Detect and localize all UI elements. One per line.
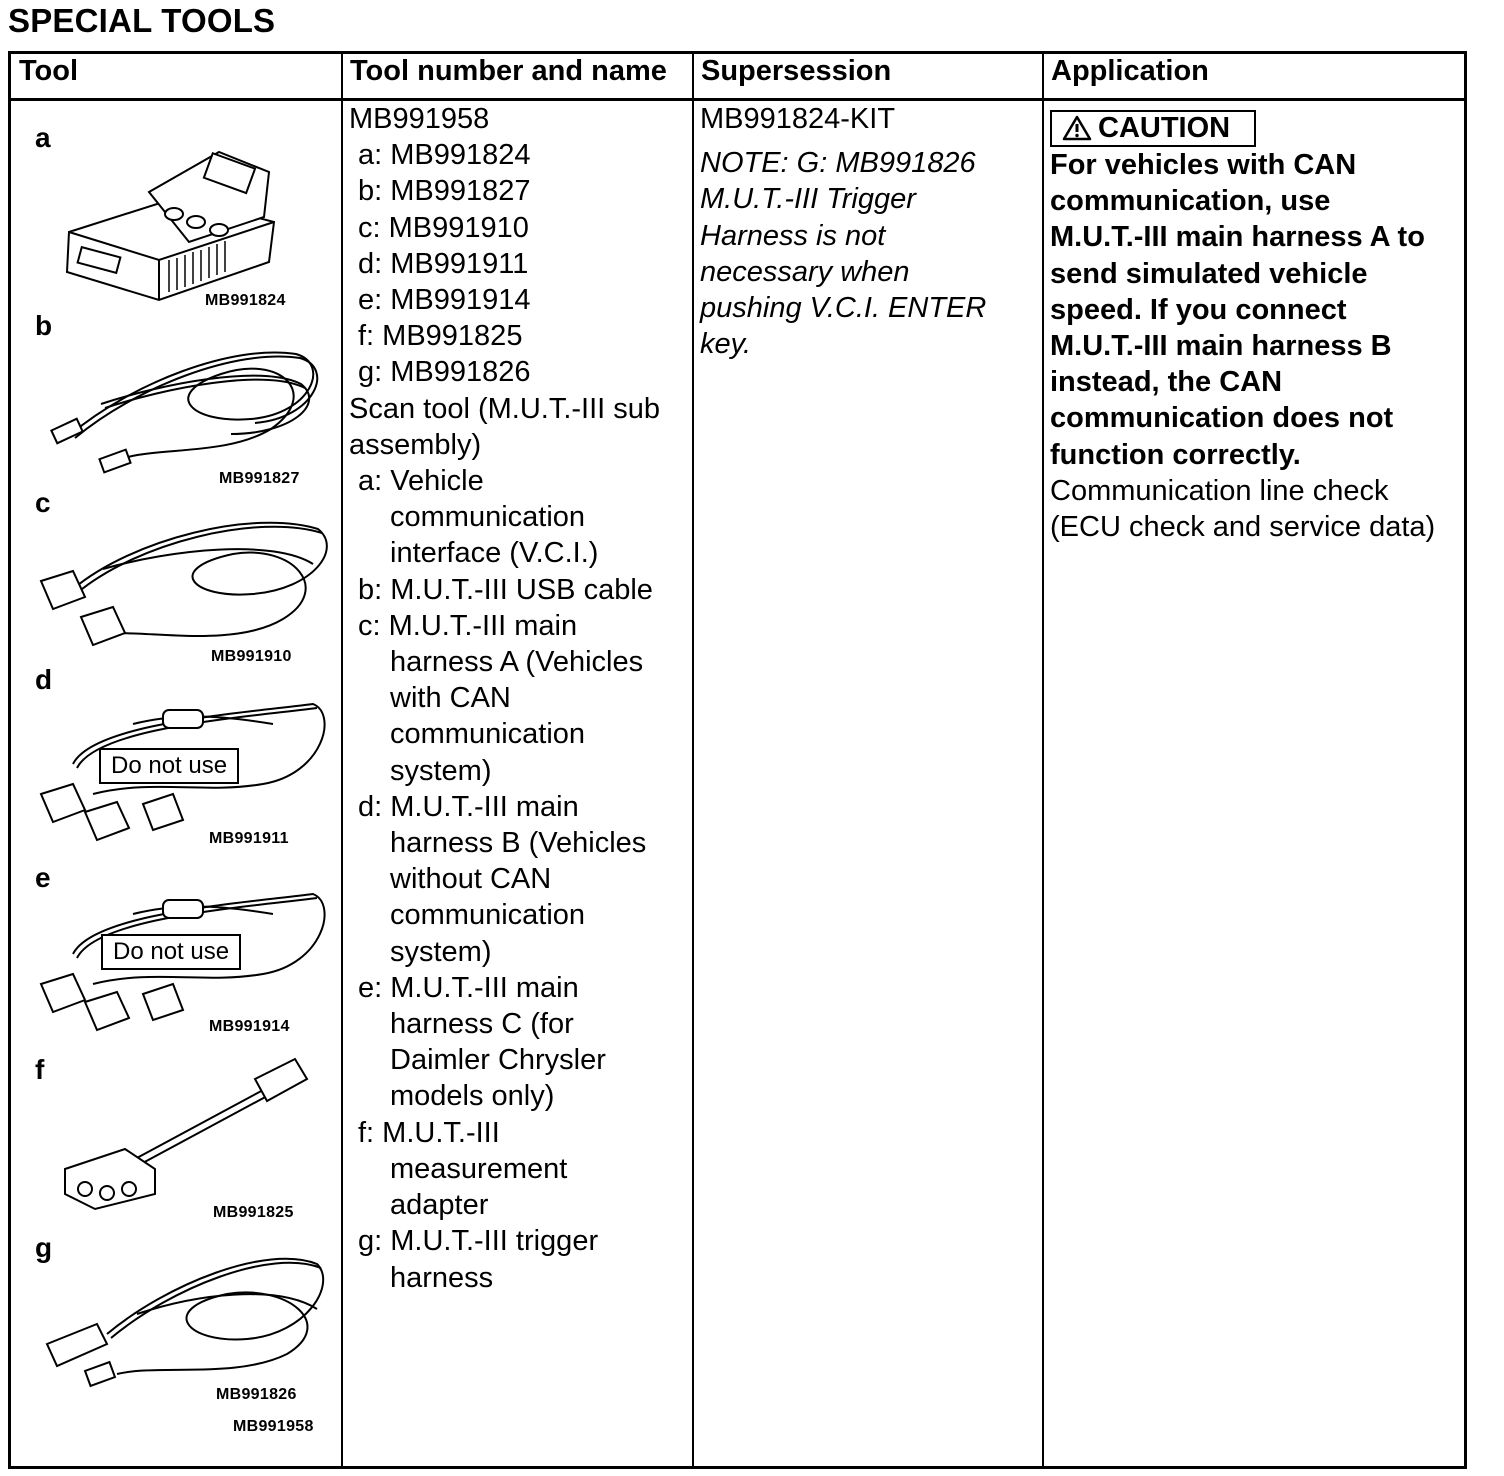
tool-label-b: b <box>35 310 53 341</box>
supersession-note-line: pushing V.C.I. ENTER <box>700 292 987 325</box>
name-line: system) <box>390 935 492 968</box>
column-divider <box>692 54 694 1466</box>
name-line: harness C (for <box>390 1008 574 1041</box>
caution-line: speed. If you connect <box>1050 293 1347 326</box>
header-tool: Tool <box>19 55 79 87</box>
name-line: without CAN <box>390 863 552 896</box>
name-line: interface (V.C.I.) <box>390 537 599 570</box>
do-not-use-label-d: Do not use <box>99 748 239 784</box>
part-number-c: MB991910 <box>211 648 292 665</box>
name-line: harness B (Vehicles <box>390 827 647 860</box>
vci-unit-image <box>59 142 279 302</box>
tool-label-a: a <box>35 122 51 153</box>
number-line: g: MB991826 <box>358 356 531 389</box>
supersession-note-line: Harness is not <box>700 219 886 252</box>
name-line: b: M.U.T.-III USB cable <box>358 573 653 606</box>
measurement-adapter-image <box>55 1059 315 1209</box>
trigger-harness-image <box>37 1244 337 1394</box>
header-number-name: Tool number and name <box>350 55 667 87</box>
supersession-note-line: NOTE: G: MB991826 <box>700 147 976 180</box>
tool-label-g: g <box>35 1232 53 1263</box>
name-line: f: M.U.T.-III <box>358 1116 500 1149</box>
caution-line: For vehicles with CAN <box>1050 149 1357 181</box>
name-line: assembly) <box>349 428 482 461</box>
caution-line: instead, the CAN <box>1050 366 1283 399</box>
name-line: g: M.U.T.-III trigger <box>358 1225 599 1258</box>
supersession-note-line: key. <box>700 328 752 361</box>
name-line: c: M.U.T.-III main <box>358 609 578 642</box>
application-cell <box>1050 101 1435 545</box>
application-line: (ECU check and service data) <box>1050 511 1436 544</box>
caution-line: M.U.T.-III main harness A to <box>1050 221 1425 254</box>
do-not-use-label-e: Do not use <box>101 934 241 970</box>
part-number-g: MB991826 <box>216 1386 297 1403</box>
number-line: b: MB991827 <box>358 175 531 208</box>
name-line: d: M.U.T.-III main <box>358 790 579 823</box>
name-line: adapter <box>390 1189 489 1222</box>
part-number-e: MB991914 <box>209 1018 290 1035</box>
harness-a-image <box>33 509 333 659</box>
page-title: SPECIAL TOOLS <box>8 2 276 39</box>
part-number-f: MB991825 <box>213 1204 294 1221</box>
caution-label: CAUTION <box>1098 112 1231 144</box>
special-tools-table <box>8 51 1467 1469</box>
supersession-kit: MB991824-KIT <box>700 103 896 135</box>
header-application: Application <box>1051 55 1209 87</box>
number-line: f: MB991825 <box>358 320 523 353</box>
application-line: Communication line check <box>1050 474 1389 507</box>
name-line: harness <box>390 1261 494 1294</box>
name-line: communication <box>390 718 586 751</box>
caution-line: communication does not <box>1050 402 1394 435</box>
caution-line: function correctly. <box>1050 438 1301 471</box>
usb-cable-image <box>41 324 321 474</box>
name-line: communication <box>390 899 586 932</box>
supersession-cell <box>700 101 986 362</box>
column-divider <box>341 54 343 1466</box>
name-line: measurement <box>390 1152 568 1185</box>
name-line: communication <box>390 501 586 534</box>
number-line: e: MB991914 <box>358 284 531 317</box>
name-line: with CAN <box>390 682 511 715</box>
tool-label-d: d <box>35 664 53 695</box>
name-line: system) <box>390 754 492 787</box>
number-line: d: MB991911 <box>358 247 529 280</box>
number-line: MB991958 <box>349 103 490 135</box>
tool-number-name-cell <box>349 101 660 1296</box>
number-line: c: MB991910 <box>358 211 529 244</box>
supersession-note-line: necessary when <box>700 255 910 288</box>
header-supersession: Supersession <box>701 55 892 87</box>
caution-line: communication, use <box>1050 185 1331 218</box>
part-number-a: MB991824 <box>205 292 286 309</box>
name-line: Scan tool (M.U.T.-III sub <box>349 392 661 425</box>
tool-label-c: c <box>35 487 51 518</box>
caution-line: send simulated vehicle <box>1050 257 1368 290</box>
name-line: Daimler Chrysler <box>390 1044 606 1077</box>
name-line: models only) <box>390 1080 555 1113</box>
part-number-kit: MB991958 <box>233 1418 314 1435</box>
column-divider <box>1042 54 1044 1466</box>
supersession-note-line: M.U.T.-III Trigger <box>700 183 916 216</box>
caution-line: M.U.T.-III main harness B <box>1050 330 1392 363</box>
caution-box <box>1050 110 1256 147</box>
warning-triangle-icon <box>1062 115 1092 141</box>
name-line: a: Vehicle <box>358 465 484 498</box>
tool-label-f: f <box>35 1054 45 1085</box>
name-line: harness A (Vehicles <box>390 646 644 679</box>
name-line: e: M.U.T.-III main <box>358 971 579 1004</box>
number-line: a: MB991824 <box>358 139 531 172</box>
part-number-b: MB991827 <box>219 470 300 487</box>
part-number-d: MB991911 <box>209 830 289 847</box>
tool-label-e: e <box>35 862 51 893</box>
